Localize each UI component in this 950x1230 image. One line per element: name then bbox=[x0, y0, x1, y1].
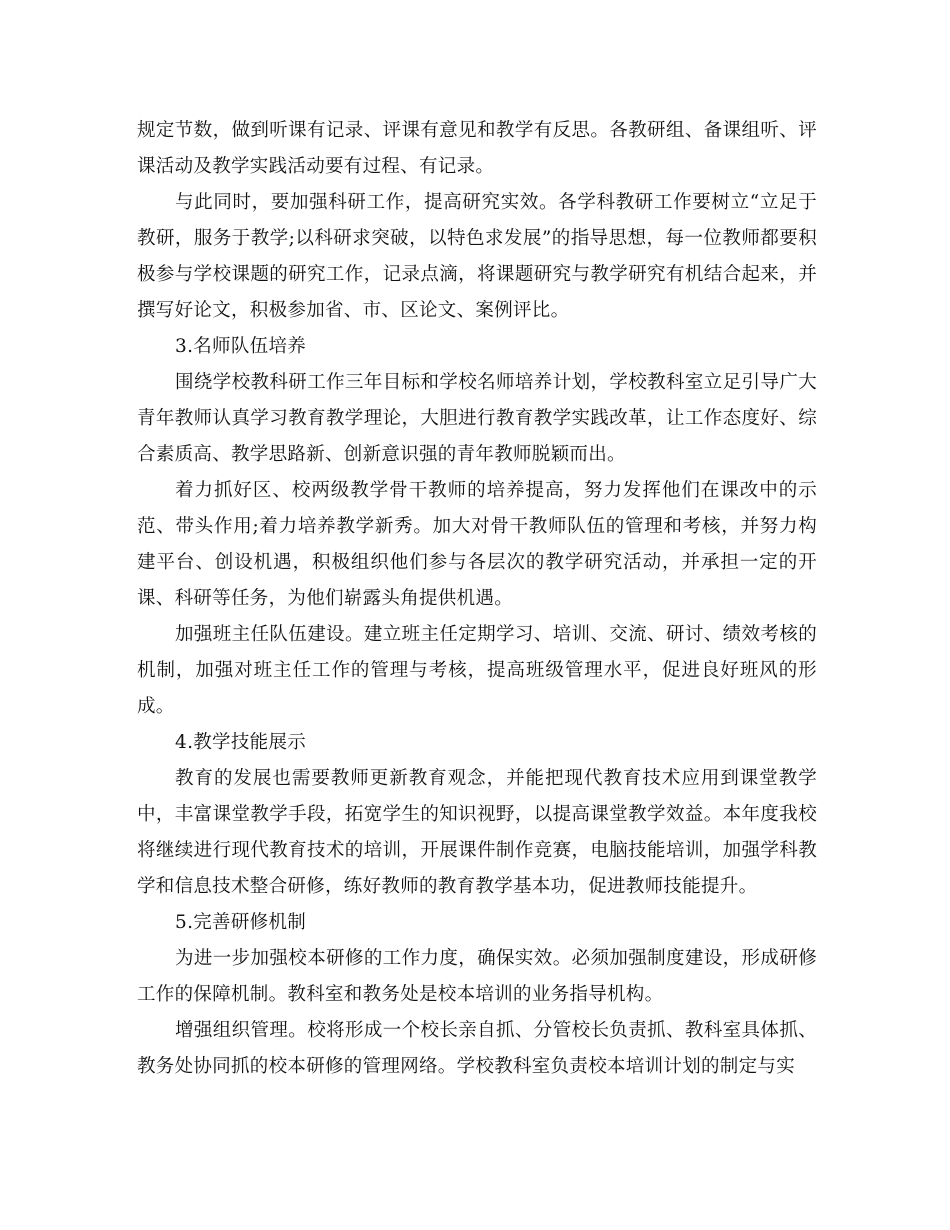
paragraph-research-mechanism: 为进一步加强校本研修的工作力度，确保实效。必须加强制度建设，形成研修工作的保障机制。教科室和教务处是校本培训的业务指导机构。 bbox=[137, 948, 817, 1005]
paragraph-research-work: 与此同时，要加强科研工作，提高研究实效。各学科教研工作要树立“立足于教研，服务于教学;以科研求突破，以特色求发展”的指导思想，每一位教师都要积极参与学校课题的研究工作，记录点滴，将课题研究与教学研究有机结合起来，并撰写好论文，积极参加省、市、区论文、案例评比。 bbox=[137, 192, 817, 321]
section-heading-5: 5.完善研修机制 bbox=[175, 912, 307, 933]
paragraph-continuation: 规定节数，做到听课有记录、评课有意见和教学有反思。各教研组、备课组听、评课活动及教学实践活动要有过程、有记录。 bbox=[137, 120, 817, 177]
document-body bbox=[137, 113, 817, 1085]
paragraph-class-teacher-team: 加强班主任队伍建设。建立班主任定期学习、培训、交流、研讨、绩效考核的机制，加强对班主任工作的管理与考核，提高班级管理水平，促进良好班风的形成。 bbox=[137, 624, 817, 717]
paragraph-organization-management: 增强组织管理。校将形成一个校长亲自抓、分管校长负责抓、教科室具体抓、教务处协同抓的校本研修的管理网络。学校教科室负责校本培训计划的制定与实 bbox=[137, 1020, 817, 1077]
paragraph-famous-teacher-plan: 围绕学校教科研工作三年目标和学校名师培养计划，学校教科室立足引导广大青年教师认真学习教育教学理论，大胆进行教育教学实践改革，让工作态度好、综合素质高、教学思路新、创新意识强的青年教师脱颖而出。 bbox=[137, 372, 817, 465]
paragraph-backbone-teachers: 着力抓好区、校两级教学骨干教师的培养提高，努力发挥他们在课改中的示范、带头作用;着力培养教学新秀。加大对骨干教师队伍的管理和考核，并努力构建平台、创设机遇，积极组织他们参与各层次的教学研究活动，并承担一定的开课、科研等任务，为他们崭露头角提供机遇。 bbox=[137, 480, 817, 609]
section-heading-4: 4.教学技能展示 bbox=[175, 732, 307, 753]
paragraph-teaching-skills: 教育的发展也需要教师更新教育观念，并能把现代教育技术应用到课堂教学中，丰富课堂教学手段，拓宽学生的知识视野，以提高课堂教学效益。本年度我校将继续进行现代教育技术的培训，开展课件制作竞赛，电脑技能培训，加强学科教学和信息技术整合研修，练好教师的教育教学基本功，促进教师技能提升。 bbox=[137, 768, 817, 897]
section-heading-3: 3.名师队伍培养 bbox=[175, 336, 307, 357]
